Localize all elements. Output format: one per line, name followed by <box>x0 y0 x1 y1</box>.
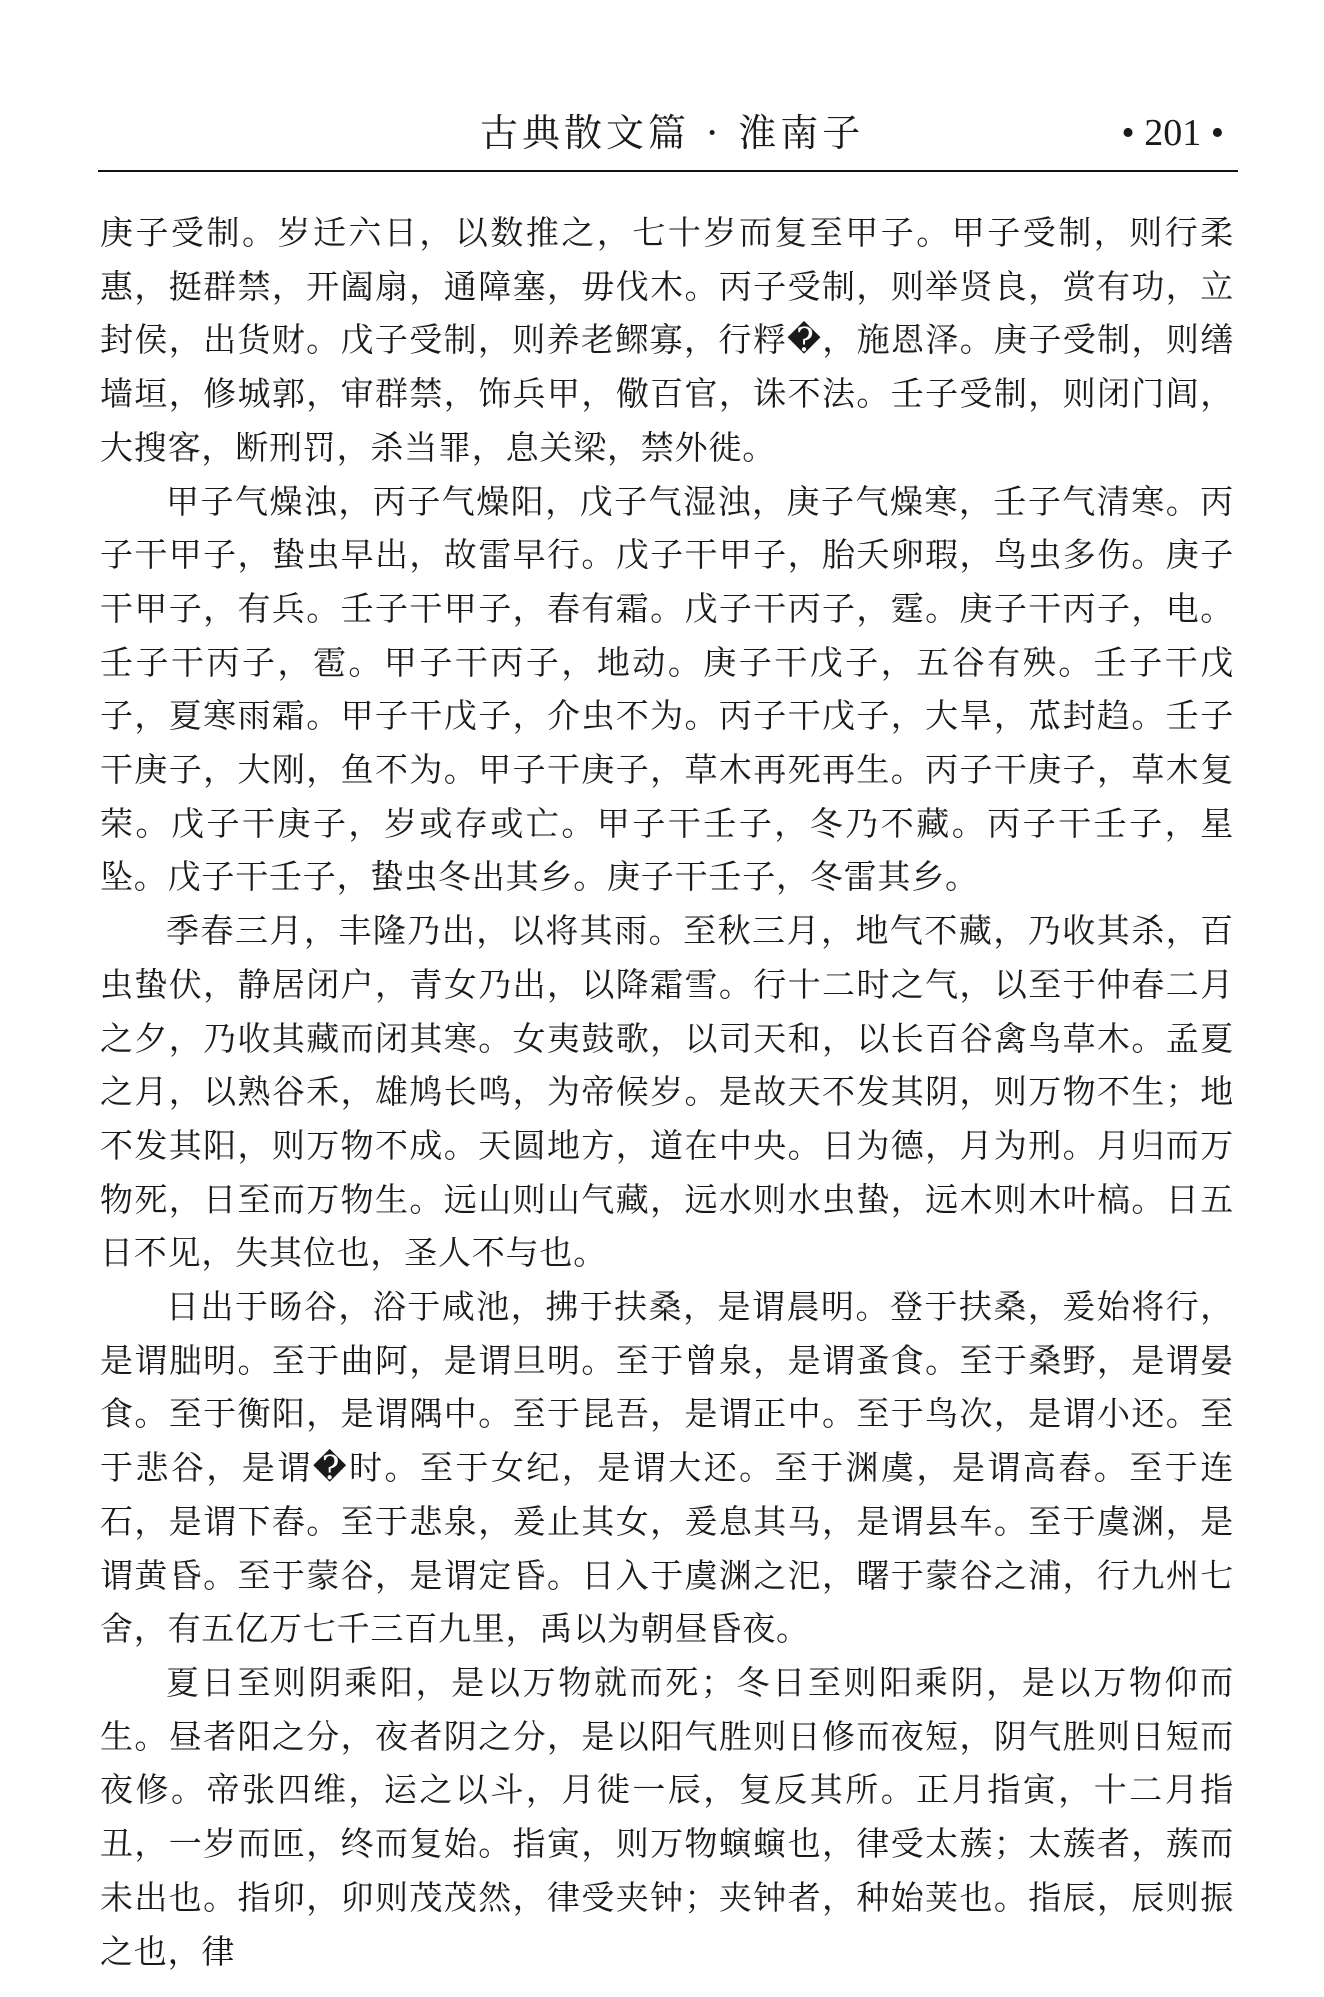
paragraph-4: 日出于旸谷，浴于咸池，拂于扶桑，是谓晨明。登于扶桑，爰始将行，是谓朏明。至于曲阿，是谓旦明。至于曾泉，是谓蚤食。至于桑野，是谓晏食。至于衡阳，是谓隅中。至于昆吾，是谓正中。至于鸟次，是谓小还。至于悲谷，是谓�时。至于女纪，是谓大还。至于渊虞，是谓高舂。至于连石，是谓下舂。至于悲泉，爰止其女，爰息其马，是谓县车。至于虞渊，是谓黄昏。至于蒙谷，是谓定昏。日入于虞渊之汜，曙于蒙谷之浦，行九州七舍，有五亿万七千三百九里，禹以为朝昼昏夜。 <box>100 1287 1234 1649</box>
running-header <box>100 108 1234 168</box>
page-number: • 201 • <box>1121 112 1224 154</box>
paragraph-5: 夏日至则阴乘阳，是以万物就而死；冬日至则阳乘阴，是以万物仰而生。昼者阳之分，夜者阴之分，是以阳气胜则日修而夜短，阴气胜则日短而夜修。帝张四维，运之以斗，月徙一辰，复反其所。正月指寅，十二月指丑，一岁而匝，终而复始。指寅，则万物螾螾也，律受太蔟；太蔟者，蔟而未出也。指卯，卯则茂茂然，律受夹钟；夹钟者，种始荚也。指辰，辰则振之也，律 <box>100 1662 1234 1971</box>
paragraph-2: 甲子气燥浊，丙子气燥阳，戊子气湿浊，庚子气燥寒，壬子气清寒。丙子干甲子，蛰虫早出，故雷早行。戊子干甲子，胎夭卵瑕，鸟虫多伤。庚子干甲子，有兵。壬子干甲子，春有霜。戊子干丙子，霆。庚子干丙子，电。壬子干丙子，雹。甲子干丙子，地动。庚子干戊子，五谷有殃。壬子干戊子，夏寒雨霜。甲子干戊子，介虫不为。丙子干戊子，大旱，苽封趋。壬子干庚子，大刚，鱼不为。甲子干庚子，草木再死再生。丙子干庚子，草木复荣。戊子干庚子，岁或存或亡。甲子干壬子，冬乃不藏。丙子干壬子，星坠。戊子干壬子，蛰虫冬出其乡。庚子干壬子，冬雷其乡。 <box>100 481 1234 897</box>
header-title: 古典散文篇 · 淮南子 <box>480 111 865 155</box>
paragraph-1: 庚子受制。岁迁六日，以数推之，七十岁而复至甲子。甲子受制，则行柔惠，挺群禁，开阖扇，通障塞，毋伐木。丙子受制，则举贤良，赏有功，立封侯，出货财。戊子受制，则养老鳏寡，行粰�，施恩泽。庚子受制，则缮墙垣，修城郭，审群禁，饰兵甲，儆百官，诛不法。壬子受制，则闭门闾，大搜客，断刑罚，杀当罪，息关梁，禁外徙。 <box>100 213 1234 467</box>
body-text <box>100 206 1234 1978</box>
header-divider <box>98 170 1238 172</box>
paragraph-3: 季春三月，丰隆乃出，以将其雨。至秋三月，地气不藏，乃收其杀，百虫蛰伏，静居闭户，青女乃出，以降霜雪。行十二时之气，以至于仲春二月之夕，乃收其藏而闭其寒。女夷鼓歌，以司天和，以长百谷禽鸟草木。孟夏之月，以熟谷禾，雄鸠长鸣，为帝候岁。是故天不发其阴，则万物不生；地不发其阳，则万物不成。天圆地方，道在中央。日为德，月为刑。月归而万物死，日至而万物生。远山则山气藏，远水则水虫蛰，远木则木叶槁。日五日不见，失其位也，圣人不与也。 <box>100 911 1234 1273</box>
